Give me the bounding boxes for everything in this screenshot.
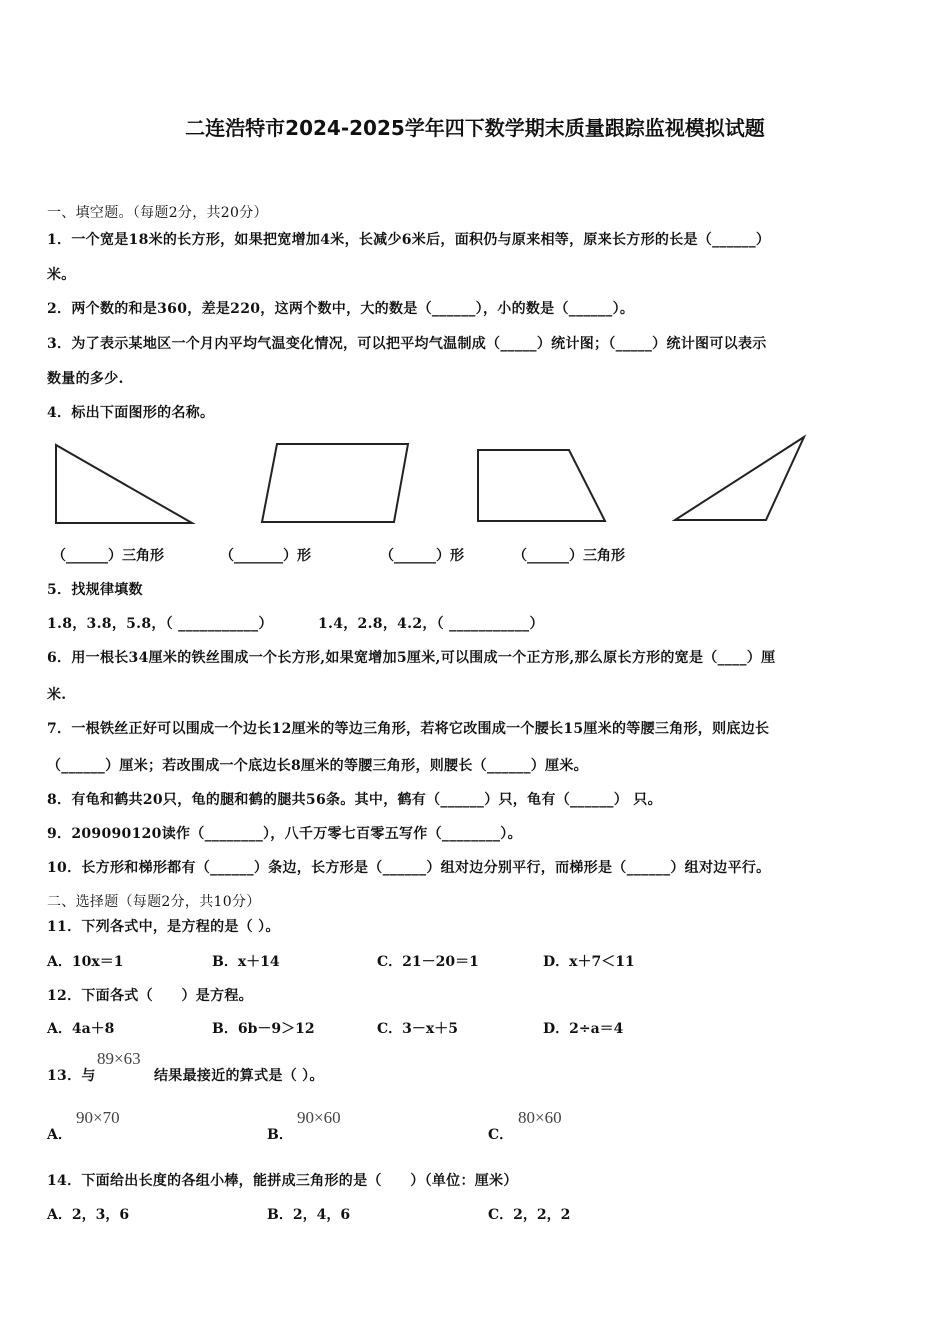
question-13-option-c-letter: C． xyxy=(488,1127,514,1143)
question-11-option-d: D．x＋7＜11 xyxy=(543,954,635,970)
question-13-prefix: 13．与 xyxy=(47,1068,96,1084)
question-1-line-1: 1．一个宽是18米的长方形，如果把宽增加4米，长减少6米后，面积仍与原来相等，原来长方形的长是（______） xyxy=(47,232,771,248)
question-6-line-2: 米. xyxy=(47,687,67,703)
figure-label-3: （______）形 xyxy=(380,548,464,564)
question-12-prompt: 12．下面各式（ ）是方程。 xyxy=(47,988,253,1004)
question-7-line-1: 7．一根铁丝正好可以围成一个边长12厘米的等边三角形，若将它改围成一个腰长15厘米的等腰三角形，则底边长 xyxy=(47,721,770,737)
question-13-suffix: 结果最接近的算式是（ ）。 xyxy=(154,1068,324,1084)
question-10: 10．长方形和梯形都有（______）条边，长方形是（______）组对边分别平行，而梯形是（______）组对边平行。 xyxy=(47,860,771,876)
question-11-option-c: C．21－20＝1 xyxy=(377,954,479,970)
question-7-line-2: （______）厘米；若改围成一个底边长8厘米的等腰三角形，则腰长（______）厘米。 xyxy=(47,758,588,774)
section-1-heading: 一、填空题。（每题2分，共20分） xyxy=(47,205,268,221)
question-12-option-d: D．2÷a＝4 xyxy=(543,1021,624,1037)
question-8: 8．有龟和鹤共20只，龟的腿和鹤的腿共56条。其中，鹤有（______）只，龟有（______） 只。 xyxy=(47,792,662,808)
question-14-option-b: B．2，4，6 xyxy=(267,1207,351,1223)
question-11-option-b: B．x＋14 xyxy=(212,954,280,970)
trapezoid-figure xyxy=(474,445,614,530)
question-3-line-1: 3．为了表示某地区一个月内平均气温变化情况，可以把平均气温制成（_____）统计图；（_____）统计图可以表示 xyxy=(47,336,767,352)
question-1-line-2: 米。 xyxy=(47,267,76,283)
question-9: 9．209090120读作（________），八千万零七百零五写作（________）。 xyxy=(47,826,522,842)
figure-label-4: （______）三角形 xyxy=(513,548,625,564)
question-13-option-b-expression: 90×60 xyxy=(297,1108,341,1127)
question-12-option-a: A．4a＋8 xyxy=(47,1021,115,1037)
obtuse-triangle-figure xyxy=(670,432,815,527)
question-14-prompt: 14．下面给出长度的各组小棒，能拼成三角形的是（ ）（单位：厘米） xyxy=(47,1173,518,1189)
parallelogram-figure xyxy=(258,440,418,530)
question-13-option-a-letter: A． xyxy=(47,1127,72,1143)
question-13-option-c-expression: 80×60 xyxy=(518,1108,562,1127)
question-11-option-a: A．10x＝1 xyxy=(47,954,124,970)
question-5-prompt: 5．找规律填数 xyxy=(47,582,143,598)
page-title: 二连浩特市2024-2025学年四下数学期末质量跟踪监视模拟试题 xyxy=(185,116,765,140)
question-14-option-c: C．2，2，2 xyxy=(488,1207,571,1223)
question-11-prompt: 11．下列各式中，是方程的是（ ）。 xyxy=(47,919,280,935)
question-5-sequence-2: 1.4，2.8，4.2，（ ___________） xyxy=(318,616,544,632)
question-13-option-b-letter: B． xyxy=(267,1127,293,1143)
figure-label-1: （______）三角形 xyxy=(52,548,164,564)
question-4-prompt: 4．标出下面图形的名称。 xyxy=(47,405,215,421)
right-triangle-figure xyxy=(50,440,200,530)
question-13-expression: 89×63 xyxy=(97,1049,141,1068)
question-5-sequence-1: 1.8，3.8，5.8，（ ___________） xyxy=(47,616,273,632)
question-12-option-c: C．3－x＋5 xyxy=(377,1021,458,1037)
question-2: 2．两个数的和是360，差是220，这两个数中，大的数是（______），小的数是（______）。 xyxy=(47,301,635,317)
question-6-line-1: 6．用一根长34厘米的铁丝围成一个长方形,如果宽增加5厘米,可以围成一个正方形,那么原长方形的宽是（____）厘 xyxy=(47,650,776,666)
question-14-option-a: A．2，3，6 xyxy=(47,1207,130,1223)
section-2-heading: 二、选择题（每题2分，共10分） xyxy=(47,894,261,910)
figure-label-2: （_______）形 xyxy=(220,548,311,564)
question-12-option-b: B．6b－9＞12 xyxy=(212,1021,315,1037)
question-13-option-a-expression: 90×70 xyxy=(76,1108,120,1127)
question-3-line-2: 数量的多少. xyxy=(47,371,124,387)
